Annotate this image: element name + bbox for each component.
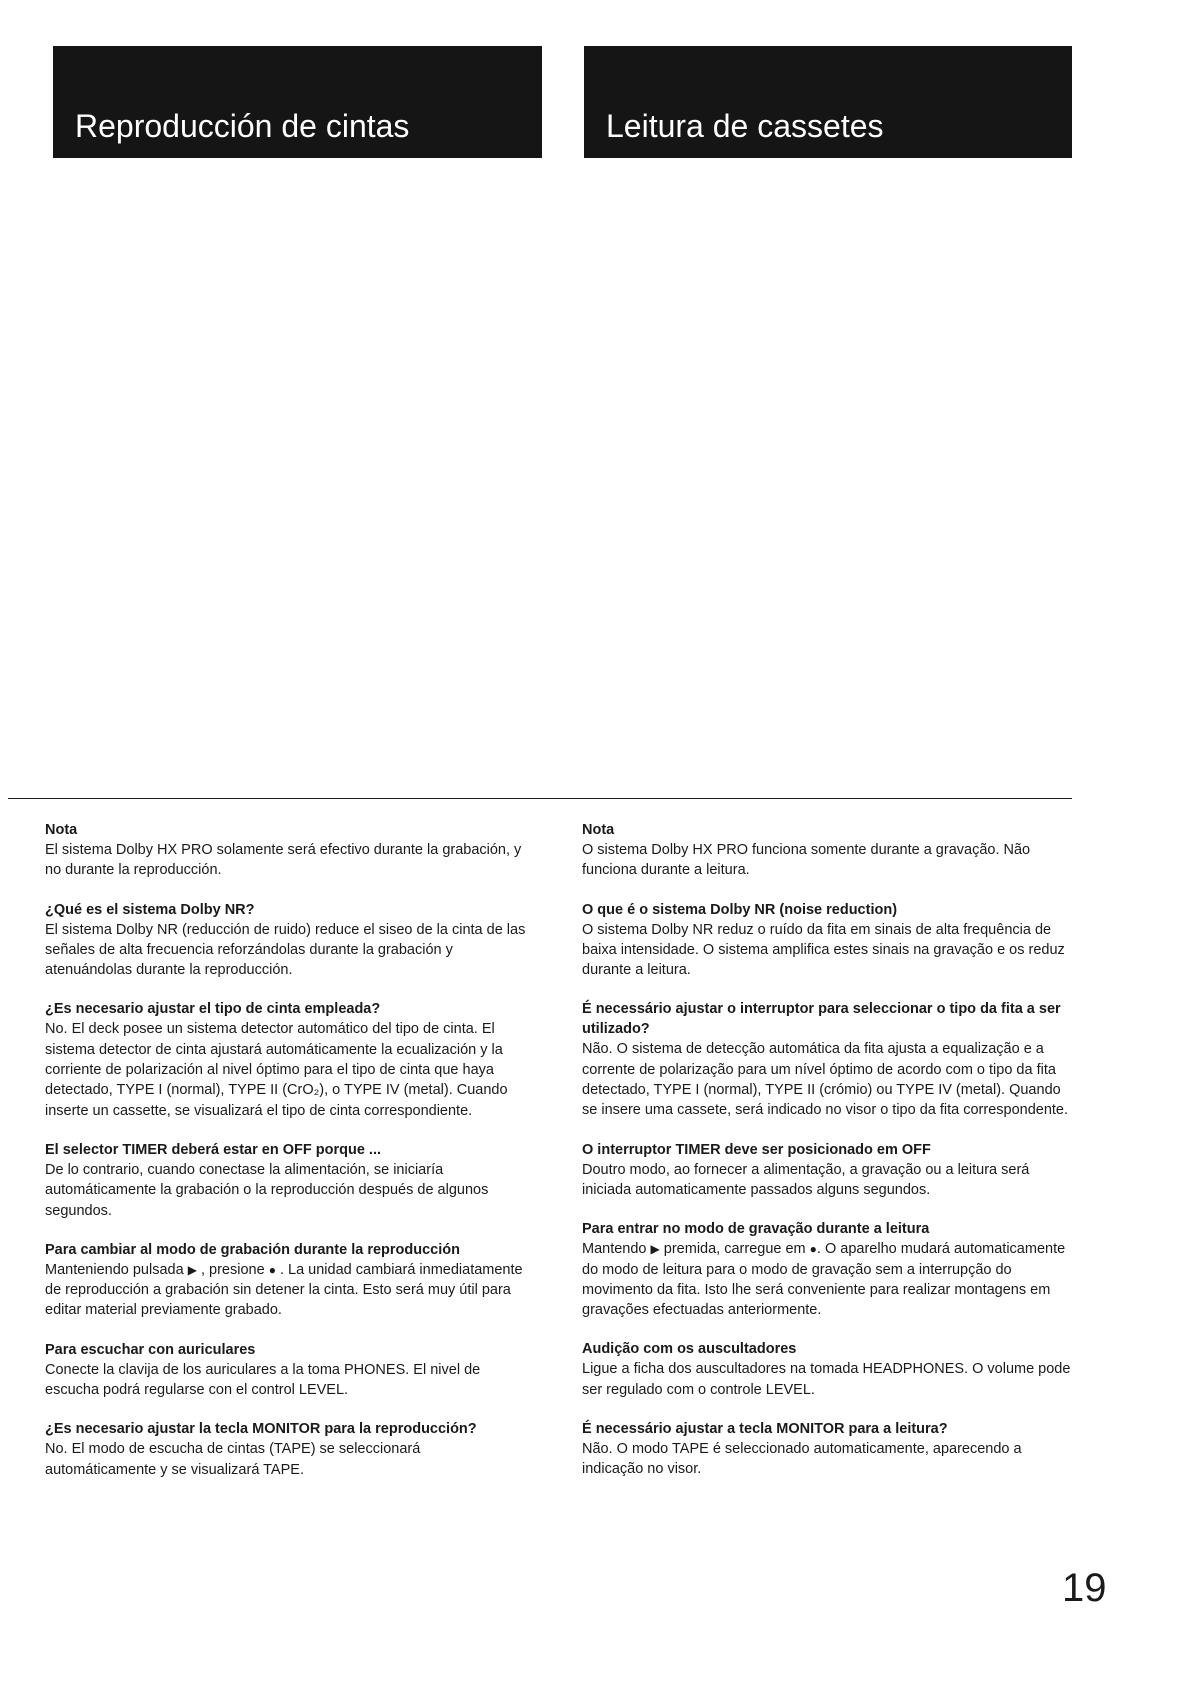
- section-body: El sistema Dolby NR (reducción de ruido) reduce el siseo de la cinta de las señales de alta frecuencia reforzándolas durante la grabación y atenuándolas durante la reproducción.: [45, 921, 526, 979]
- section-body: No. El modo de escucha de cintas (TAPE) se seleccionará automáticamente y se visualizará TAPE.: [45, 1441, 421, 1478]
- section-body: Não. O sistema de detecção automática da fita ajusta a equalização e a corrente de polarização para um nível óptimo de acordo com o tipo da fita detectado, TYPE I (normal), TYPE II (crómio) ou TYPE IV (metal). Quando se insere uma cassete, será indicado no visor o tipo da fita correspondente.: [582, 1041, 1069, 1119]
- body-text: , presione: [196, 1261, 269, 1278]
- section-tipo-fita-pt: [582, 999, 1072, 1120]
- record-icon: ●: [268, 1262, 276, 1277]
- play-icon: ▶: [187, 1262, 197, 1277]
- section-heading: Para entrar no modo de gravação durante a leitura: [582, 1221, 930, 1238]
- section-body: [45, 1260, 535, 1321]
- section-body: Ligue a ficha dos auscultadores na tomada HEADPHONES. O volume pode ser regulado com o controle LEVEL.: [582, 1361, 1071, 1398]
- header-banner-spanish: [53, 46, 542, 158]
- section-heading: ¿Es necesario ajustar la tecla MONITOR para la reproducción?: [45, 1421, 477, 1438]
- page-title-spanish: Reproducción de cintas: [75, 108, 410, 144]
- portuguese-column: [582, 820, 1072, 1499]
- section-heading: Para escuchar con auriculares: [45, 1341, 256, 1358]
- body-text: . La unidad cambiará inmediatamente de reproducción a grabación sin detener la cinta. Esto será muy útil para editar material previamente grabado.: [45, 1261, 523, 1319]
- section-heading: É necessário ajustar a tecla MONITOR para a leitura?: [582, 1421, 948, 1438]
- body-text: premida, carregue em: [659, 1241, 810, 1258]
- record-icon: ●: [809, 1242, 817, 1257]
- section-body: O sistema Dolby NR reduz o ruído da fita em sinais de alta frequência de baixa intensidade. O sistema amplifica estes sinais na gravação e os reduz durante a leitura.: [582, 921, 1065, 979]
- section-dolby-es: [45, 900, 535, 981]
- section-body: O sistema Dolby HX PRO funciona somente durante a gravação. Não funciona durante a leitura.: [582, 842, 1031, 879]
- section-nota-es: [45, 820, 535, 881]
- section-heading: Nota: [45, 822, 78, 838]
- section-heading: El selector TIMER deberá estar en OFF porque ...: [45, 1141, 381, 1158]
- section-body: Não. O modo TAPE é seleccionado automaticamente, aparecendo a indicação no visor.: [582, 1441, 1022, 1478]
- body-text: Manteniendo pulsada: [45, 1261, 188, 1278]
- section-heading: Para cambiar al modo de grabación durante la reproducción: [45, 1241, 460, 1258]
- section-monitor-pt: [582, 1419, 1072, 1480]
- section-nota-pt: [582, 820, 1072, 881]
- section-heading: É necessário ajustar o interruptor para seleccionar o tipo da fita a ser utilizado?: [582, 1001, 1061, 1038]
- body-text: Mantendo: [582, 1241, 651, 1258]
- section-body: De lo contrario, cuando conectase la alimentación, se iniciaría automáticamente la grabación o la reproducción después de algunos segundos.: [45, 1161, 489, 1219]
- section-auriculares-es: [45, 1340, 535, 1401]
- section-entrar-pt: [582, 1219, 1072, 1320]
- section-body: El sistema Dolby HX PRO solamente será efectivo durante la grabación, y no durante la reproducción.: [45, 842, 522, 879]
- section-body: Doutro modo, ao fornecer a alimentação, a gravação ou a leitura será iniciada automaticamente passados alguns segundos.: [582, 1161, 1030, 1198]
- section-body: No. El deck posee un sistema detector automático del tipo de cinta. El sistema detector de cinta ajustará automáticamente la ecualización y la corriente de polarización al nivel óptimo para el tipo de cinta que haya detectado, TYPE I (normal), TYPE II (CrO₂), o TYPE IV (metal). Cuando inserte un cassette, se visualizará el tipo de cinta correspondiente.: [45, 1021, 508, 1119]
- section-body: [582, 1239, 1072, 1320]
- page-title-portuguese: Leitura de cassetes: [606, 108, 884, 144]
- section-heading: ¿Es necesario ajustar el tipo de cinta empleada?: [45, 1001, 381, 1018]
- section-timer-pt: [582, 1140, 1072, 1201]
- section-timer-es: [45, 1140, 535, 1221]
- horizontal-divider: [8, 798, 1072, 799]
- section-heading: O interruptor TIMER deve ser posicionado em OFF: [582, 1141, 931, 1158]
- section-monitor-es: [45, 1419, 535, 1480]
- section-heading: O que é o sistema Dolby NR (noise reduction): [582, 901, 898, 918]
- page-number: 19: [1062, 1566, 1107, 1610]
- section-heading: Audição com os auscultadores: [582, 1341, 797, 1358]
- body-text: . O aparelho mudará automaticamente do modo de leitura para o modo de gravação sem a interrupção do movimento da fita. Isto lhe será conveniente para realizar montagens em gravações efectuadas anteriormente.: [582, 1241, 1066, 1319]
- play-icon: ▶: [650, 1242, 660, 1257]
- section-dolby-pt: [582, 900, 1072, 981]
- section-body: Conecte la clavija de los auriculares a la toma PHONES. El nivel de escucha podrá regularse con el control LEVEL.: [45, 1361, 481, 1399]
- section-cambiar-es: [45, 1240, 535, 1321]
- section-auscultadores-pt: [582, 1339, 1072, 1400]
- header-banner-portuguese: [584, 46, 1072, 158]
- section-heading: Nota: [582, 822, 615, 838]
- section-tipo-cinta-es: [45, 999, 535, 1120]
- spanish-column: [45, 820, 535, 1499]
- section-heading: ¿Qué es el sistema Dolby NR?: [45, 901, 255, 918]
